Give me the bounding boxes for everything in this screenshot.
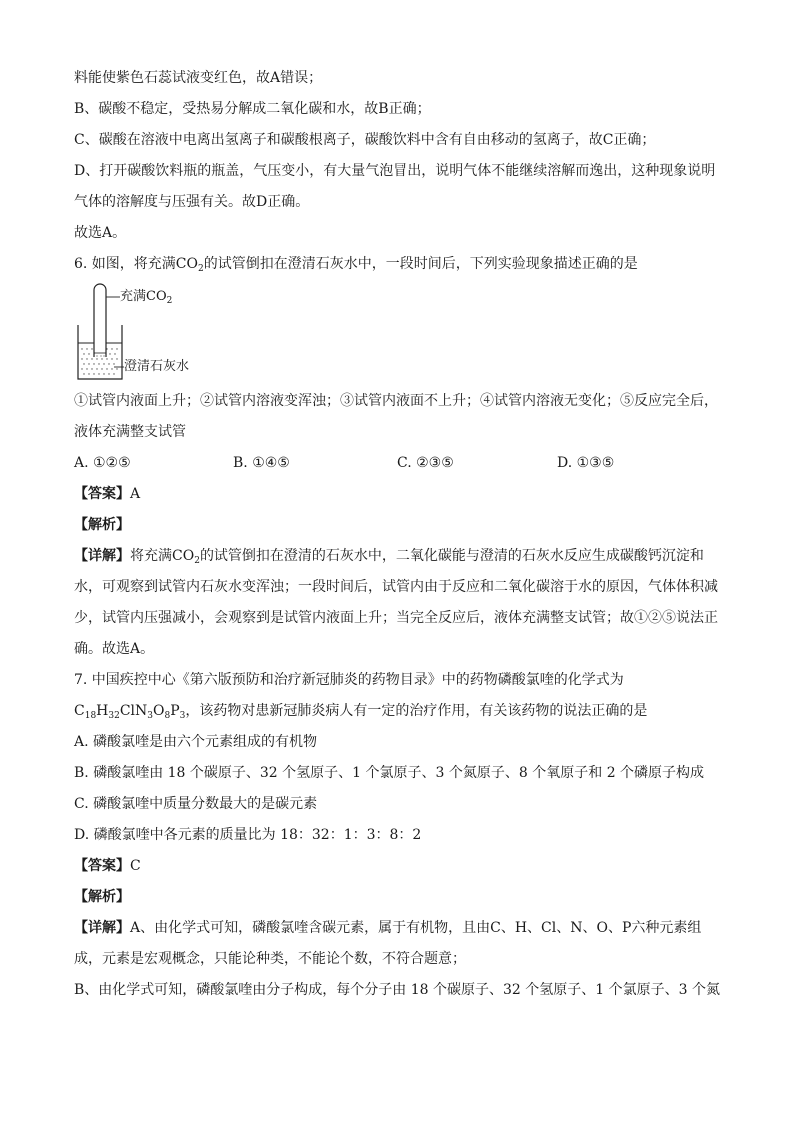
option-c: C. 磷酸氯喹中质量分数最大的是碳元素 bbox=[74, 796, 318, 812]
answer-line: 【答案】A bbox=[74, 486, 141, 502]
detail-line: 【详解】将充满$CO_2$的试管倒扣在澄清的石灰水中，二氧化碳能与澄清的石灰水反应生成碳酸钙沉淀和 bbox=[74, 548, 704, 566]
text-line: 料能使紫色石蕊试液变红色，故A错误； bbox=[74, 70, 323, 86]
option-b: B. ①④⑤ bbox=[233, 455, 290, 471]
text-line: 少，试管内压强减小，会观察到是试管内液面上升；当完全反应后，液体充满整支试管；故①②⑤说法正 bbox=[74, 610, 718, 626]
text-line: 确。故选A。 bbox=[74, 641, 155, 657]
text-line: 气体的溶解度与压强有关。故D正确。 bbox=[74, 194, 310, 210]
option-a: A. ①②⑤ bbox=[74, 455, 131, 471]
text-line: B、由化学式可知，磷酸氯喹由分子构成，每个分子由 18 个碳原子、32 个氢原子、1 个氯原子、3 个氮 bbox=[74, 982, 720, 998]
option-b: B. 磷酸氯喹由 18 个碳原子、32 个氢原子、1 个氯原子、3 个氮原子、8 个氧原子和 2 个磷原子构成 bbox=[74, 765, 705, 781]
text-line: ①试管内液面上升；②试管内溶液变浑浊；③试管内液面不上升；④试管内溶液无变化；⑤反应完全后， bbox=[74, 393, 718, 409]
option-d: D. ①③⑤ bbox=[557, 455, 615, 471]
question-7-stem: 7. 中国疾控中心《第六版预防和治疗新冠肺炎的药物目录》中的药物磷酸氯喹的化学式为 bbox=[74, 672, 624, 688]
option-d: D. 磷酸氯喹中各元素的质量比为 18：32：1：3：8：2 bbox=[74, 827, 422, 843]
text-line: B、碳酸不稳定，受热易分解成二氧化碳和水，故B正确； bbox=[74, 101, 431, 117]
analysis-heading: 【解析】 bbox=[74, 889, 130, 905]
co2-label: 充满$CO_2$ bbox=[120, 289, 173, 306]
detail-line: 【详解】A、由化学式可知，磷酸氯喹含碳元素，属于有机物，且由C、H、Cl、N、O、P六种元素组 bbox=[74, 920, 702, 936]
analysis-heading: 【解析】 bbox=[74, 517, 130, 533]
text-line: D、打开碳酸饮料瓶的瓶盖，气压变小，有大量气泡冒出，说明气体不能继续溶解而逸出，这种现象说明 bbox=[74, 163, 716, 179]
text-line: 液体充满整支试管 bbox=[74, 424, 186, 440]
text-line: C、碳酸在溶液中电离出氢离子和碳酸根离子，碳酸饮料中含有自由移动的氢离子，故C正确； bbox=[74, 132, 656, 148]
test-tube-diagram bbox=[74, 283, 274, 383]
answer-line: 【答案】C bbox=[74, 858, 141, 874]
text-line: 故选A。 bbox=[74, 225, 127, 241]
question-6-stem: 6. 如图，将充满$CO_2$的试管倒扣在澄清石灰水中，一段时间后，下列实验现象描述正确的是 bbox=[74, 256, 638, 274]
lime-water-label: 澄清石灰水 bbox=[124, 359, 190, 374]
option-a: A. 磷酸氯喹是由六个元素组成的有机物 bbox=[74, 734, 318, 750]
text-line: 水，可观察到试管内石灰水变浑浊；一段时间后，试管内由于反应和二氧化碳溶于水的原因，气体体积减 bbox=[74, 579, 718, 595]
chemical-formula-line: $C_{18}H_{32}ClN_3O_8P_3$，该药物对患新冠肺炎病人有一定的治疗作用，有关该药物的说法正确的是 bbox=[74, 703, 648, 721]
option-c: C. ②③⑤ bbox=[397, 455, 454, 471]
text-line: 成，元素是宏观概念，只能论种类，不能论个数，不符合题意； bbox=[74, 951, 466, 967]
